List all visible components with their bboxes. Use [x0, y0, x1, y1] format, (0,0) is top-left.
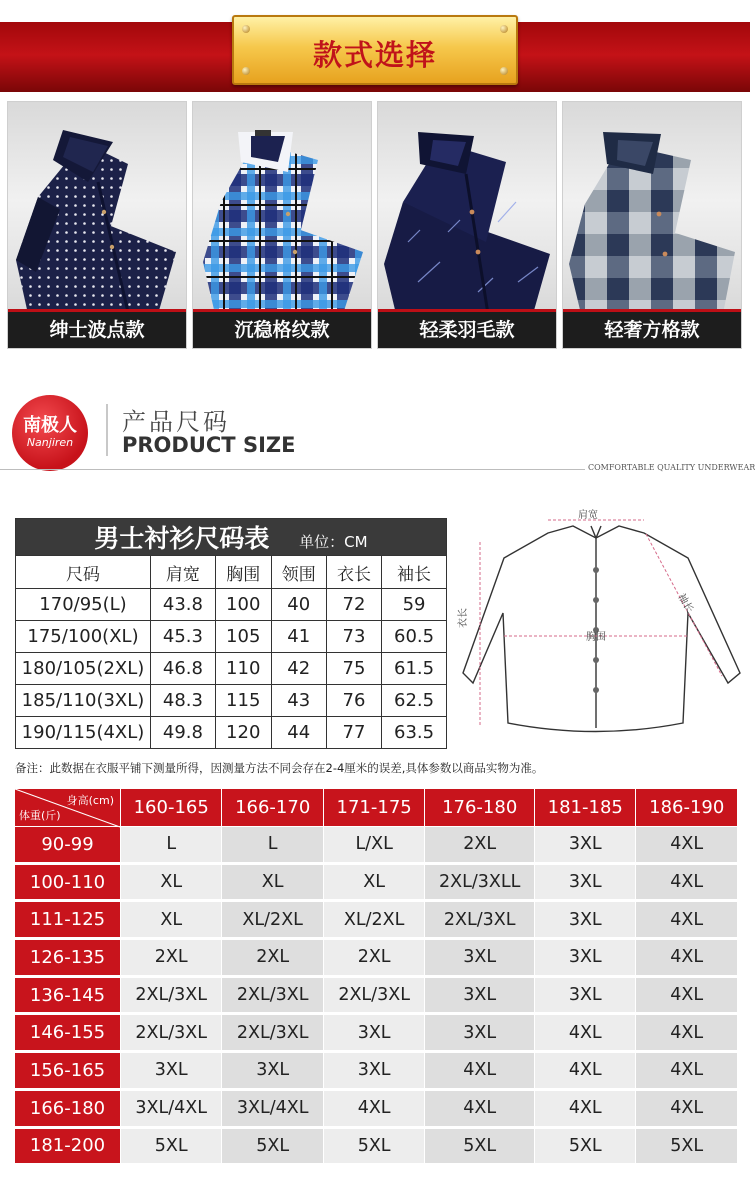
- table-row: [15, 902, 737, 940]
- recommended-size: 5XL: [120, 1129, 221, 1167]
- table-cell: 46.8: [151, 653, 216, 685]
- recommended-size: 4XL: [635, 1015, 737, 1053]
- recommended-size: 4XL: [534, 1091, 635, 1129]
- recommended-size: 2XL/3XL: [323, 978, 424, 1016]
- table-cell: 45.3: [151, 621, 216, 653]
- table-row: [15, 1129, 737, 1167]
- recommended-size: 3XL: [424, 940, 534, 978]
- recommended-size: 2XL/3XL: [120, 978, 221, 1016]
- recommended-size: 4XL: [635, 902, 737, 940]
- height-header: 181-185: [534, 789, 635, 827]
- corner-cell: [15, 789, 120, 827]
- recommended-size: XL: [120, 902, 221, 940]
- table-row: [15, 978, 737, 1016]
- rivet-icon: [500, 25, 508, 33]
- table-row: [15, 1015, 737, 1053]
- polka-dot-shirt-image: [8, 102, 188, 314]
- recommended-size: 3XL: [534, 827, 635, 865]
- table-cell: 63.5: [382, 717, 447, 749]
- product-label: 轻柔羽毛款: [378, 312, 556, 348]
- recommended-size: 4XL: [534, 1053, 635, 1091]
- recommended-size: XL: [120, 865, 221, 903]
- shirt-measurement-diagram: [460, 508, 740, 748]
- column-header: 领围: [271, 556, 326, 589]
- recommended-size: 5XL: [534, 1129, 635, 1167]
- weight-range: 146-155: [15, 1015, 120, 1053]
- column-header: 袖长: [382, 556, 447, 589]
- table-cell: 60.5: [382, 621, 447, 653]
- recommended-size: XL/2XL: [221, 902, 322, 940]
- table-cell: 115: [215, 685, 271, 717]
- table-row: [16, 717, 447, 749]
- brand-logo-en: Nanjiren: [26, 436, 74, 449]
- height-axis-label: 身高(cm): [66, 794, 114, 807]
- product-card-feather[interactable]: [377, 101, 557, 349]
- weight-range: 100-110: [15, 865, 120, 903]
- table-cell: 180/105(2XL): [16, 653, 151, 685]
- table-cell: 77: [326, 717, 381, 749]
- table-cell: 49.8: [151, 717, 216, 749]
- recommended-size: 4XL: [534, 1015, 635, 1053]
- recommended-size: 5XL: [424, 1129, 534, 1167]
- recommended-size: 4XL: [635, 865, 737, 903]
- recommended-size: 2XL/3XL: [221, 978, 322, 1016]
- table-cell: 120: [215, 717, 271, 749]
- table-cell: 43: [271, 685, 326, 717]
- weight-range: 111-125: [15, 902, 120, 940]
- recommended-size: 3XL: [424, 1015, 534, 1053]
- recommended-size: 4XL: [424, 1091, 534, 1129]
- recommended-size: 3XL: [120, 1053, 221, 1091]
- height-header: 176-180: [424, 789, 534, 827]
- recommended-size: 4XL: [323, 1091, 424, 1129]
- table-cell: 42: [271, 653, 326, 685]
- diagram-label-shoulder: 肩宽: [578, 510, 598, 521]
- table-cell: 48.3: [151, 685, 216, 717]
- table-cell: 110: [215, 653, 271, 685]
- rivet-icon: [242, 25, 250, 33]
- banner-plate: [232, 15, 518, 85]
- recommended-size: 4XL: [635, 978, 737, 1016]
- table-cell: 175/100(XL): [16, 621, 151, 653]
- recommended-size: 4XL: [635, 1053, 737, 1091]
- recommended-size: 5XL: [635, 1129, 737, 1167]
- table-row: [16, 653, 447, 685]
- recommended-size: L: [221, 827, 322, 865]
- recommended-size: 2XL/3XL: [120, 1015, 221, 1053]
- table-row: [16, 685, 447, 717]
- section-title-en: PRODUCT SIZE: [122, 433, 296, 457]
- table-row: [16, 589, 447, 621]
- recommended-size: 3XL: [534, 940, 635, 978]
- feather-print-shirt-image: [378, 102, 558, 314]
- diagram-label-sleeve: 袖长: [675, 592, 695, 615]
- column-header: 尺码: [16, 556, 151, 589]
- recommended-size: 3XL: [221, 1053, 322, 1091]
- table-cell: 59: [382, 589, 447, 621]
- recommended-size: 3XL: [323, 1015, 424, 1053]
- recommended-size: 4XL: [635, 827, 737, 865]
- product-label: 绅士波点款: [8, 312, 186, 348]
- table-cell: 40: [271, 589, 326, 621]
- table-cell: 76: [326, 685, 381, 717]
- table-row: [15, 1091, 737, 1129]
- table-cell: 105: [215, 621, 271, 653]
- height-header: 186-190: [635, 789, 737, 827]
- table-cell: 170/95(L): [16, 589, 151, 621]
- recommended-size: 3XL/4XL: [221, 1091, 322, 1129]
- recommended-size: L: [120, 827, 221, 865]
- size-table-title: 男士衬衫尺码表: [94, 524, 270, 553]
- recommended-size: 4XL: [424, 1053, 534, 1091]
- recommended-size: 2XL: [120, 940, 221, 978]
- recommended-size: 2XL/3XL: [424, 902, 534, 940]
- recommended-size: 4XL: [635, 940, 737, 978]
- recommended-size: 3XL: [534, 902, 635, 940]
- column-header: 肩宽: [151, 556, 216, 589]
- weight-range: 166-180: [15, 1091, 120, 1129]
- height-header: 166-170: [221, 789, 322, 827]
- banner-title: 款式选择: [312, 38, 437, 72]
- table-row: [15, 827, 737, 865]
- recommended-size: L/XL: [323, 827, 424, 865]
- column-header: 衣长: [326, 556, 381, 589]
- product-card-plaid-blue[interactable]: [192, 101, 372, 349]
- table-cell: 44: [271, 717, 326, 749]
- recommended-size: XL: [323, 865, 424, 903]
- brand-logo: [12, 395, 88, 471]
- top-banner: [0, 0, 750, 92]
- recommended-size: 5XL: [323, 1129, 424, 1167]
- weight-range: 156-165: [15, 1053, 120, 1091]
- table-cell: 41: [271, 621, 326, 653]
- product-label: 轻奢方格款: [563, 312, 741, 348]
- blue-plaid-shirt-image: [193, 102, 373, 314]
- recommended-size: 4XL: [635, 1091, 737, 1129]
- recommended-size: XL: [221, 865, 322, 903]
- weight-range: 181-200: [15, 1129, 120, 1167]
- recommendation-body: [15, 827, 737, 1166]
- weight-range: 126-135: [15, 940, 120, 978]
- table-cell: 72: [326, 589, 381, 621]
- product-card-plaid-gray[interactable]: [562, 101, 742, 349]
- diagram-label-chest: 胸围: [586, 632, 606, 643]
- recommended-size: 3XL: [534, 865, 635, 903]
- recommended-size: 2XL: [424, 827, 534, 865]
- weight-range: 136-145: [15, 978, 120, 1016]
- section-title-cn: 产品尺码: [122, 408, 230, 436]
- recommended-size: 3XL/4XL: [120, 1091, 221, 1129]
- gray-plaid-shirt-image: [563, 102, 743, 314]
- recommended-size: 3XL: [534, 978, 635, 1016]
- table-row: [15, 1053, 737, 1091]
- recommended-size: 3XL: [323, 1053, 424, 1091]
- divider-line: [0, 469, 585, 470]
- product-card-dots[interactable]: [7, 101, 187, 349]
- recommended-size: 5XL: [221, 1129, 322, 1167]
- table-cell: 43.8: [151, 589, 216, 621]
- size-table: [15, 518, 447, 749]
- recommendation-header-row: [15, 789, 737, 827]
- recommended-size: 2XL: [221, 940, 322, 978]
- table-row: [15, 940, 737, 978]
- weight-axis-label: 体重(斤): [19, 809, 61, 822]
- height-header: 160-165: [120, 789, 221, 827]
- measurement-note: 备注：此数据在衣服平铺下测量所得，因测量方法不同会存在2-4厘米的误差,具体参数以商品实物为准。: [15, 761, 544, 775]
- recommended-size: 2XL/3XL: [221, 1015, 322, 1053]
- table-cell: 75: [326, 653, 381, 685]
- table-row: [15, 865, 737, 903]
- table-cell: 73: [326, 621, 381, 653]
- brand-logo-cn: 南极人: [23, 415, 77, 436]
- recommended-size: 3XL: [424, 978, 534, 1016]
- tagline: COMFORTABLE QUALITY UNDERWEAR: [588, 463, 755, 472]
- recommended-size: 2XL/3XLL: [424, 865, 534, 903]
- recommended-size: 2XL: [323, 940, 424, 978]
- table-row: [16, 621, 447, 653]
- table-cell: 190/115(4XL): [16, 717, 151, 749]
- table-cell: 100: [215, 589, 271, 621]
- size-table-unit: 单位：CM: [299, 533, 368, 551]
- size-recommendation-table: [15, 789, 737, 1166]
- size-table-title-row: [16, 519, 447, 556]
- weight-range: 90-99: [15, 827, 120, 865]
- table-cell: 185/110(3XL): [16, 685, 151, 717]
- table-cell: 62.5: [382, 685, 447, 717]
- height-header: 171-175: [323, 789, 424, 827]
- size-table-header-row: [16, 556, 447, 589]
- column-header: 胸围: [215, 556, 271, 589]
- divider: [106, 404, 108, 456]
- product-label: 沉稳格纹款: [193, 312, 371, 348]
- diagram-label-length: 衣长: [458, 608, 469, 628]
- table-cell: 61.5: [382, 653, 447, 685]
- recommended-size: XL/2XL: [323, 902, 424, 940]
